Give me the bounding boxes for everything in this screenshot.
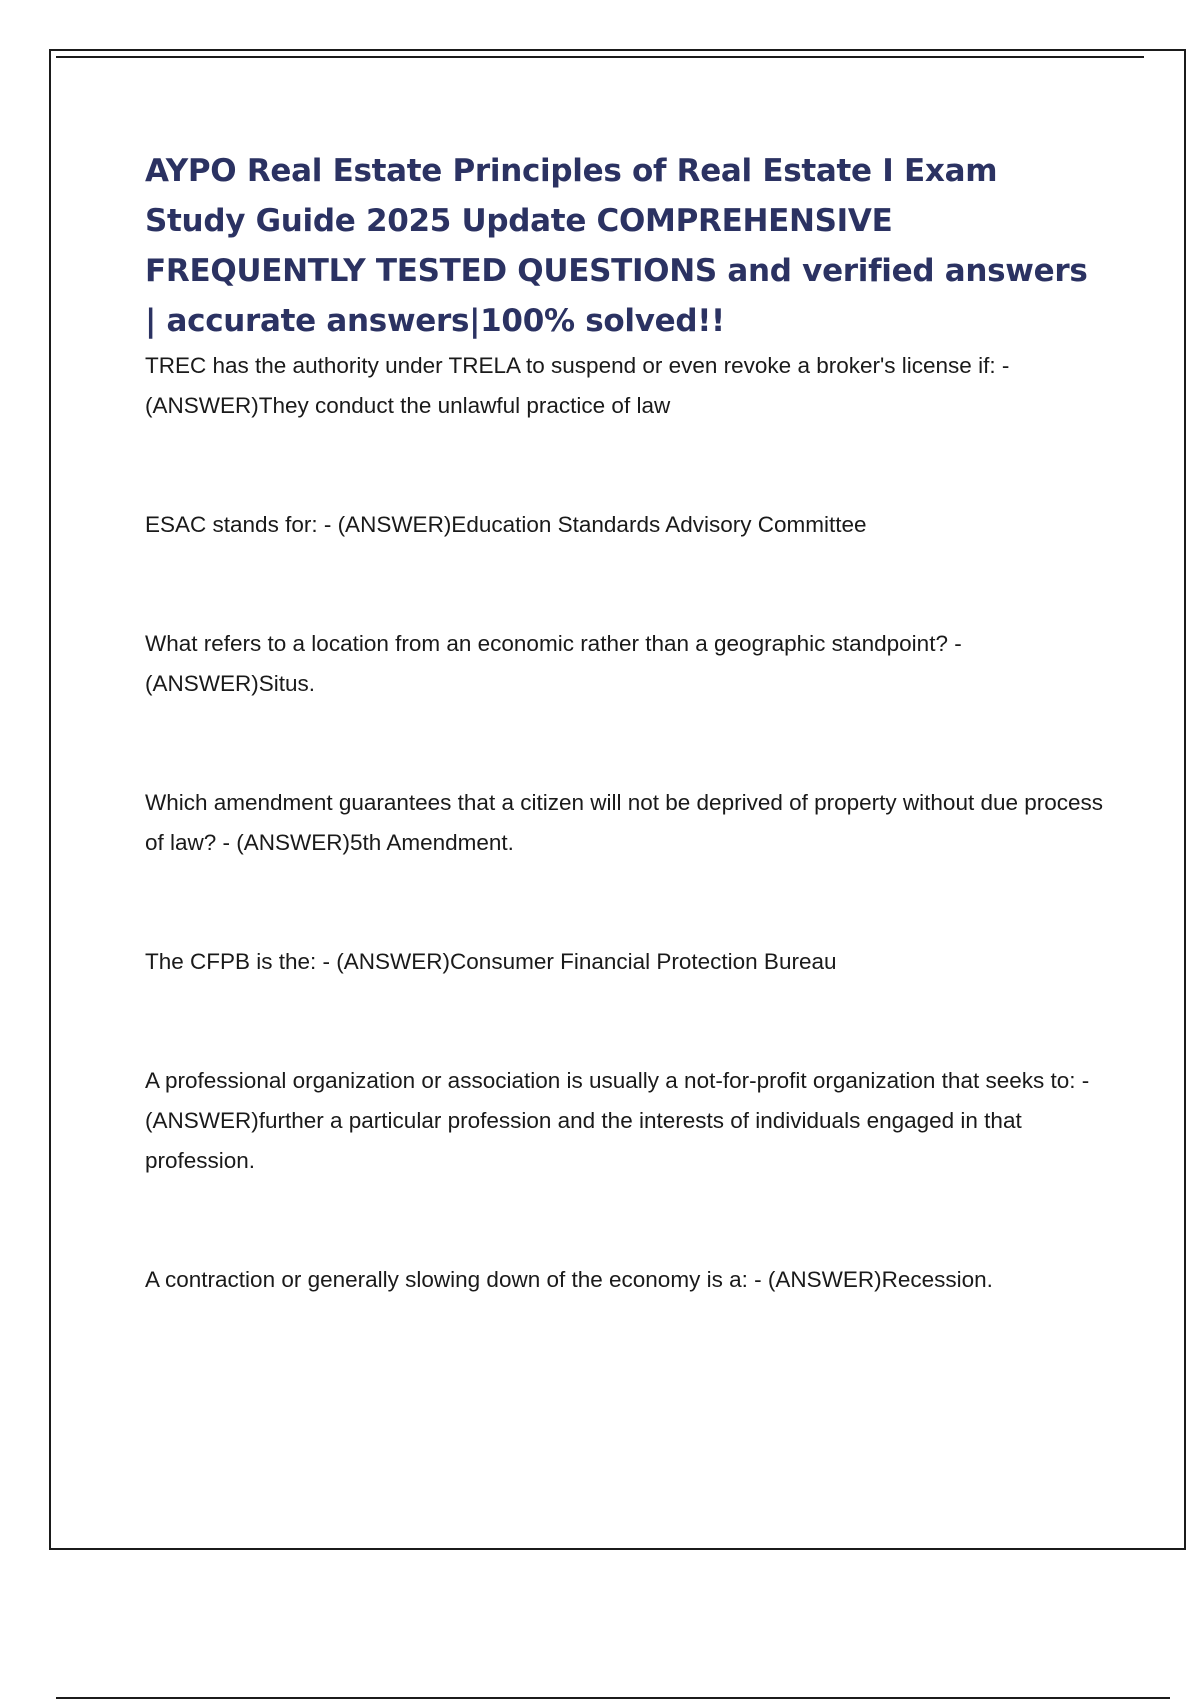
qa-item-7: A contraction or generally slowing down of the economy is a: - (ANSWER)Recession. bbox=[145, 1267, 993, 1292]
document-title: AYPO Real Estate Principles of Real Estate I Exam Study Guide 2025 Update COMPREHENSIVE FREQUENTLY TESTED QUESTIONS and verified answers | accurate answers|100% solved!! bbox=[145, 153, 1088, 339]
qa-item-6: A professional organization or association is usually a not-for-profit organization that seeks to: - (ANSWER)further a particular profession and the interests of individuals engaged in that profession. bbox=[145, 1068, 1090, 1173]
qa-item-3: What refers to a location from an economic rather than a geographic standpoint? - (ANSWER)Situs. bbox=[145, 631, 962, 696]
qa-item-5: The CFPB is the: - (ANSWER)Consumer Financial Protection Bureau bbox=[145, 949, 837, 974]
bottom-rule bbox=[56, 1697, 1170, 1699]
qa-item-1: TREC has the authority under TRELA to suspend or even revoke a broker's license if: - (ANSWER)They conduct the unlawful practice of law bbox=[145, 353, 1010, 418]
document-body bbox=[145, 146, 1105, 1300]
qa-item-2: ESAC stands for: - (ANSWER)Education Standards Advisory Committee bbox=[145, 512, 867, 537]
qa-item-4: Which amendment guarantees that a citizen will not be deprived of property without due process of law? - (ANSWER)5th Amendment. bbox=[145, 790, 1104, 855]
